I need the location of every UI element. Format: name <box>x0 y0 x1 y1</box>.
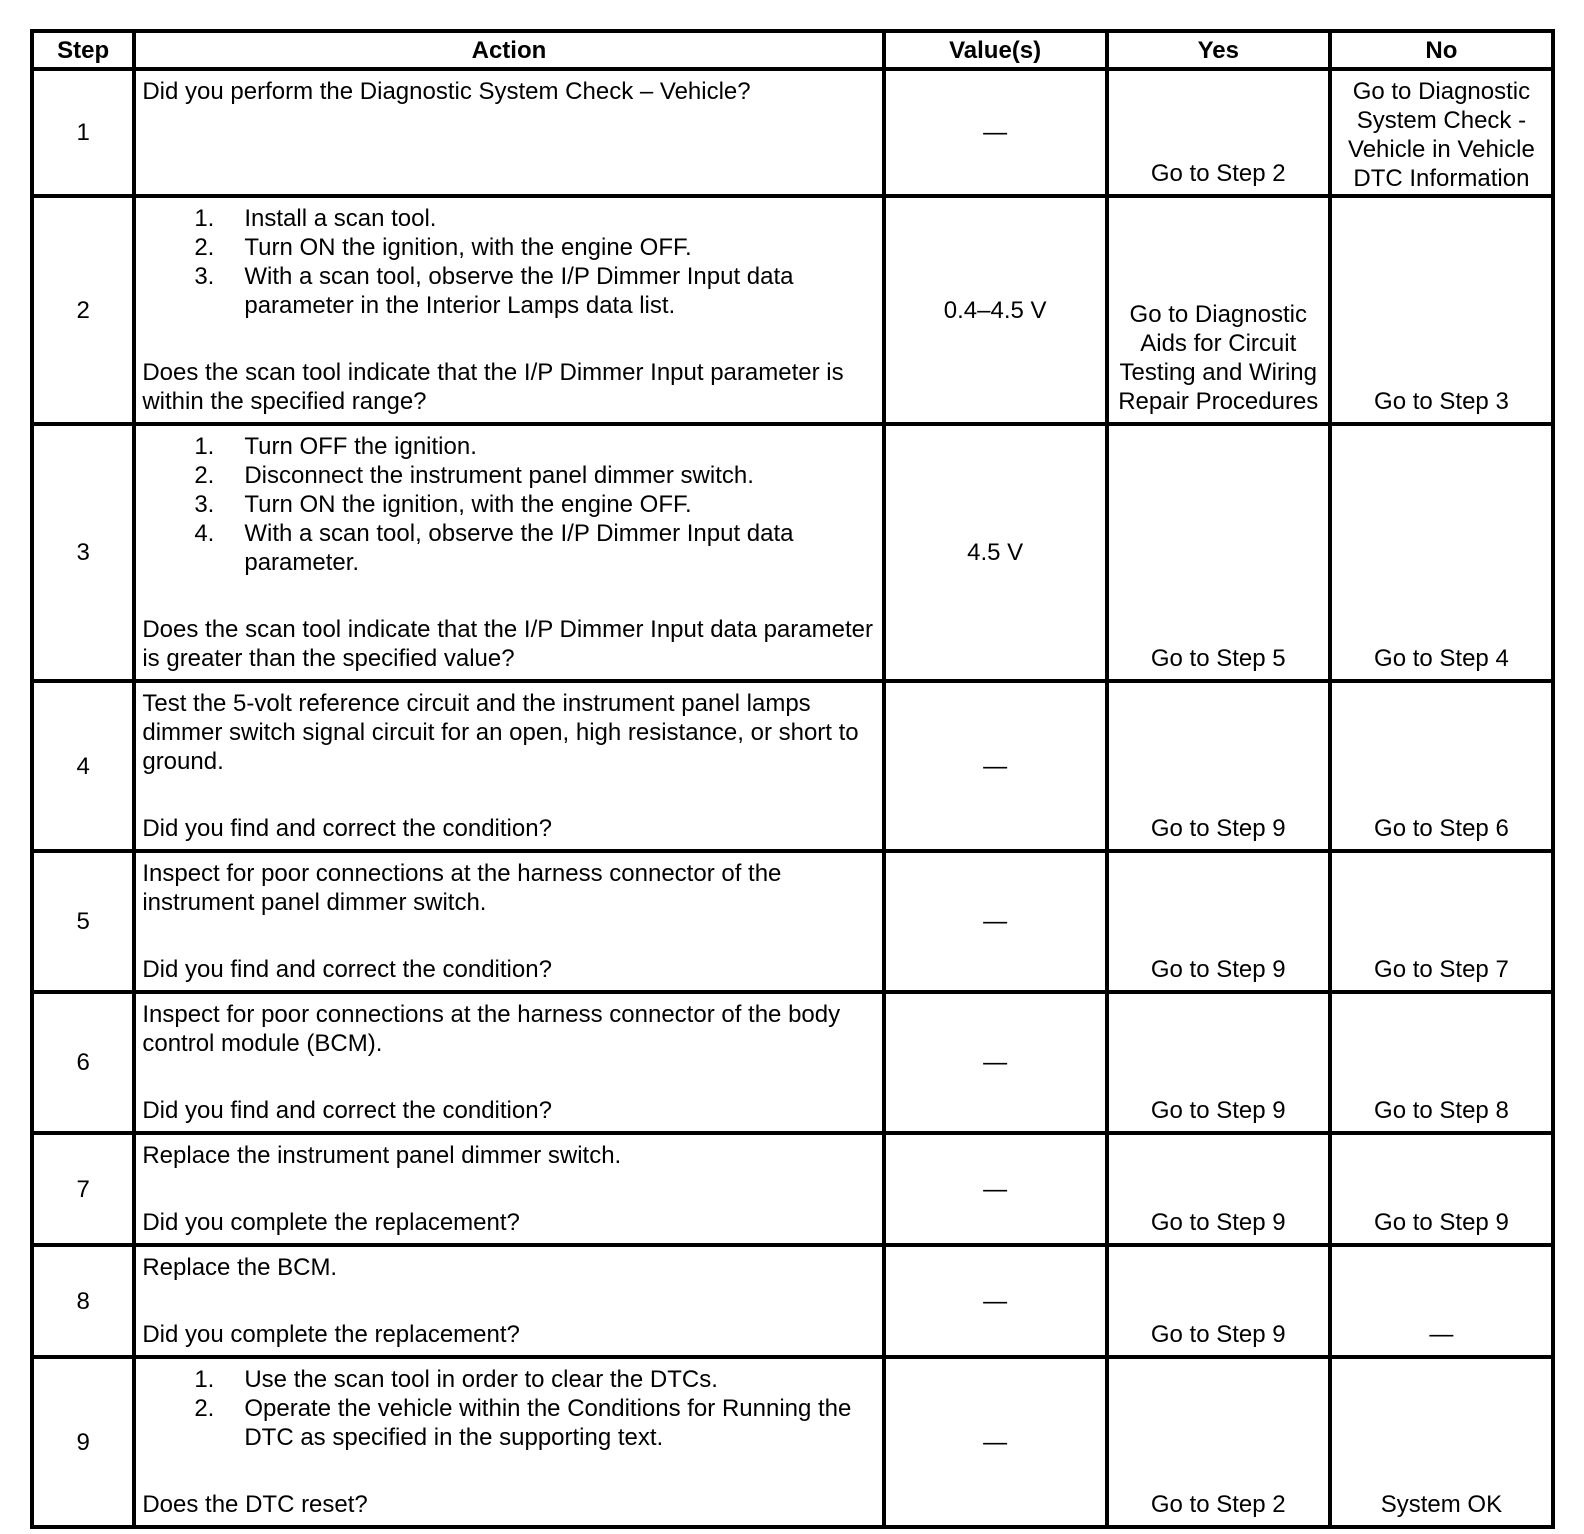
list-item: 2. Turn ON the ignition, with the engine OFF. <box>194 234 692 261</box>
step-number: 4 <box>32 681 134 851</box>
yes-cell: Go to Step 9 <box>1107 992 1330 1133</box>
value-cell: — <box>884 1133 1107 1245</box>
list-item: 4. With a scan tool, observe the I/P Dimmer Input data parameter. <box>194 520 794 576</box>
no-cell: Go to Step 3 <box>1330 196 1553 424</box>
list-item: 3. With a scan tool, observe the I/P Dimmer Input data parameter in the Interior Lamps data list. <box>194 263 794 319</box>
action-cell <box>134 1245 883 1357</box>
header-action: Action <box>134 31 883 69</box>
no-cell: Go to Step 8 <box>1330 992 1553 1133</box>
value-cell: — <box>884 681 1107 851</box>
action-question: Does the DTC reset? <box>142 1491 368 1518</box>
header-no: No <box>1330 31 1553 69</box>
value-cell: — <box>884 851 1107 992</box>
action-cell <box>134 681 883 851</box>
action-question: Did you find and correct the condition? <box>142 1097 552 1124</box>
table-row <box>32 1133 1553 1245</box>
table-row <box>32 681 1553 851</box>
yes-cell: Go to Step 9 <box>1107 1245 1330 1357</box>
yes-cell: Go to Step 5 <box>1107 424 1330 681</box>
value-cell: 0.4–4.5 V <box>884 196 1107 424</box>
action-text: Did you perform the Diagnostic System Check – Vehicle? <box>142 78 751 105</box>
step-number: 2 <box>32 196 134 424</box>
action-cell <box>134 1357 883 1527</box>
action-question: Does the scan tool indicate that the I/P Dimmer Input data parameter is greater than the specified value? <box>142 616 873 672</box>
action-cell <box>134 1133 883 1245</box>
value-cell: — <box>884 1245 1107 1357</box>
yes-cell: Go to Step 9 <box>1107 681 1330 851</box>
value-cell: — <box>884 69 1107 196</box>
action-text: Inspect for poor connections at the harness connector of the body control module (BCM). <box>142 1001 841 1057</box>
no-cell: Go to Step 9 <box>1330 1133 1553 1245</box>
action-question: Did you find and correct the condition? <box>142 815 552 842</box>
action-question: Did you complete the replacement? <box>142 1321 520 1348</box>
table-row <box>32 1357 1553 1527</box>
action-text: Replace the BCM. <box>142 1254 338 1281</box>
no-cell: — <box>1330 1245 1553 1357</box>
step-number: 3 <box>32 424 134 681</box>
action-list <box>142 204 875 320</box>
list-item: 1. Use the scan tool in order to clear the DTCs. <box>194 1366 718 1393</box>
yes-cell: Go to Step 2 <box>1107 1357 1330 1527</box>
table-row <box>32 851 1553 992</box>
step-number: 8 <box>32 1245 134 1357</box>
yes-cell: Go to Step 9 <box>1107 1133 1330 1245</box>
diagnostic-table <box>30 29 1555 1529</box>
list-item: 3. Turn ON the ignition, with the engine OFF. <box>194 491 692 518</box>
list-item: 2. Disconnect the instrument panel dimmer switch. <box>194 462 754 489</box>
step-number: 9 <box>32 1357 134 1527</box>
yes-cell: Go to Step 9 <box>1107 851 1330 992</box>
table-row <box>32 424 1553 681</box>
list-item: 1. Install a scan tool. <box>194 205 437 232</box>
action-list <box>142 1365 875 1452</box>
step-number: 1 <box>32 69 134 196</box>
step-number: 6 <box>32 992 134 1133</box>
action-text: Test the 5-volt reference circuit and the instrument panel lamps dimmer switch signal circuit for an open, high resistance, or short to ground. <box>142 690 859 775</box>
value-cell: — <box>884 1357 1107 1527</box>
no-cell: Go to Step 6 <box>1330 681 1553 851</box>
table-row <box>32 69 1553 196</box>
value-cell: 4.5 V <box>884 424 1107 681</box>
header-step: Step <box>32 31 134 69</box>
table-row <box>32 992 1553 1133</box>
header-row <box>32 31 1553 69</box>
step-number: 5 <box>32 851 134 992</box>
yes-cell: Go to Step 2 <box>1107 69 1330 196</box>
action-cell <box>134 992 883 1133</box>
no-cell: Go to Step 7 <box>1330 851 1553 992</box>
action-text: Replace the instrument panel dimmer switch. <box>142 1142 622 1169</box>
header-values: Value(s) <box>884 31 1107 69</box>
header-yes: Yes <box>1107 31 1330 69</box>
action-cell <box>134 196 883 424</box>
action-question: Did you find and correct the condition? <box>142 956 552 983</box>
no-cell: Go to Diagnostic System Check - Vehicle in Vehicle DTC Information <box>1330 69 1553 196</box>
step-number: 7 <box>32 1133 134 1245</box>
table-row <box>32 1245 1553 1357</box>
action-question: Did you complete the replacement? <box>142 1209 520 1236</box>
yes-cell: Go to Diagnostic Aids for Circuit Testing and Wiring Repair Procedures <box>1107 196 1330 424</box>
list-item: 1. Turn OFF the ignition. <box>194 433 477 460</box>
value-cell: — <box>884 992 1107 1133</box>
action-list <box>142 432 875 577</box>
action-question: Does the scan tool indicate that the I/P Dimmer Input parameter is within the specified range? <box>142 359 844 415</box>
list-item: 2. Operate the vehicle within the Conditions for Running the DTC as specified in the supporting text. <box>194 1395 852 1451</box>
no-cell: System OK <box>1330 1357 1553 1527</box>
action-text: Inspect for poor connections at the harness connector of the instrument panel dimmer switch. <box>142 860 782 916</box>
action-cell <box>134 69 883 196</box>
action-cell <box>134 851 883 992</box>
action-cell <box>134 424 883 681</box>
no-cell: Go to Step 4 <box>1330 424 1553 681</box>
table-row <box>32 196 1553 424</box>
